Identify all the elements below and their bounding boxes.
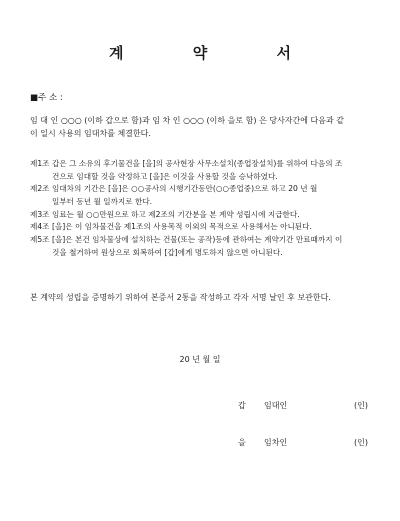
intro-paragraph — [30, 114, 344, 140]
document-title: 계 약 서 — [109, 44, 323, 62]
article-text: [을]은 본건 임차물상에 설치하는 건물(또는 공작)등에 관하여는 계약기간 만료때까지 이 — [52, 235, 343, 244]
intro-line-1: 임 대 인 ○○○ (이하 갑으로 함)과 임 차 인 ○○○ (이하 을로 함) 은 당사자간에 다음과 같 — [30, 116, 344, 125]
date-line: 20 년 월 일 — [179, 355, 221, 364]
party-role: 갑 — [238, 401, 246, 410]
article-5 — [30, 234, 375, 259]
seal-mark: (인) — [354, 438, 368, 447]
article-heading: 제1조 — [30, 159, 50, 168]
article-2 — [30, 183, 375, 208]
party-lessor — [238, 400, 368, 411]
party-role: 을 — [238, 438, 246, 447]
closing-statement: 본 계약의 성립을 증명하기 위하여 본증서 2통을 작성하고 각자 서명 날인 후 보관한다. — [30, 293, 331, 302]
article-heading: 제2조 — [30, 184, 50, 193]
article-3 — [30, 209, 375, 222]
article-text: 임대차의 기간은 [을]은 ○○공사의 시행기간동안(○○종업중)으로 하고 20 년 월 — [52, 184, 318, 193]
article-4 — [30, 221, 375, 234]
intro-line-2: 이 일시 사용의 임대차를 체결한다. — [30, 129, 151, 138]
article-text-continued: 일부터 동년 월 일까지로 한다. — [52, 196, 153, 206]
party-name: 임차인 — [264, 438, 288, 447]
article-text-continued: 건으로 임대할 것을 약정하고 [을]은 이것을 사용할 것을 승낙하였다. — [52, 171, 278, 181]
party-name: 임대인 — [264, 401, 288, 410]
article-text: 임료는 월 ○○만원으로 하고 제2조의 기간분을 본 계약 성립시에 지급한다. — [52, 210, 300, 219]
article-text: [을]은 이 임차물건을 제1조의 사용목적 이외의 목적으로 사용해서는 아니된다. — [52, 222, 312, 231]
article-heading: 제3조 — [30, 210, 50, 219]
party-lessee — [238, 437, 368, 448]
article-heading: 제4조 — [30, 222, 50, 231]
article-1 — [30, 158, 375, 183]
seal-mark: (인) — [354, 401, 368, 410]
article-heading: 제5조 — [30, 235, 50, 244]
article-text-continued: 것을 철거하여 원상으로 회복하여 [갑]에게 명도하지 않으면 아니된다. — [52, 247, 283, 257]
article-text: 갑은 그 소유의 후기물건을 [을]의 공사현장 사무소설치(종업장설치)를 위하여 다음의 조 — [52, 159, 343, 168]
address-label: ■주 소 : — [30, 93, 63, 103]
